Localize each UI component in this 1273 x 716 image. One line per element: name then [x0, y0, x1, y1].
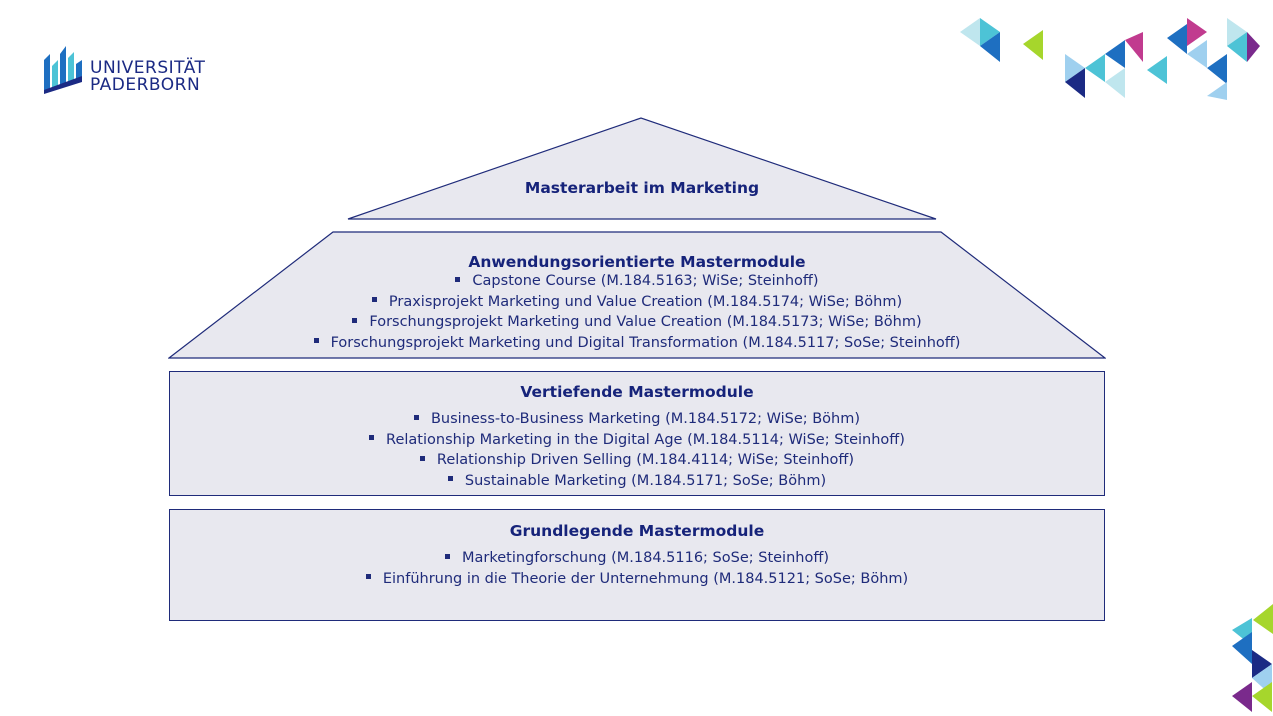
- pyramid-apex: [347, 117, 937, 220]
- logo-line2: PADERBORN: [90, 75, 201, 95]
- list-item: [168, 333, 1106, 354]
- list-item-text: Forschungsprojekt Marketing und Value Creation (M.184.5173; WiSe; Böhm): [369, 314, 922, 330]
- pyramid-advanced-level: [169, 371, 1105, 496]
- applied-title: Anwendungsorientierte Mastermodule: [468, 253, 806, 271]
- bullet-icon: [420, 456, 425, 461]
- bullet-icon: [352, 318, 357, 323]
- bullet-icon: [369, 435, 374, 440]
- apex-title: Masterarbeit im Marketing: [524, 179, 760, 197]
- list-item-text: Relationship Marketing in the Digital Age (M.184.5114; WiSe; Steinhoff): [386, 431, 905, 448]
- logo-line1: UNIVERSITÄT: [90, 58, 206, 78]
- list-item: [170, 409, 1104, 430]
- decorative-triangles-top: [955, 10, 1265, 105]
- list-item: [170, 430, 1104, 451]
- list-item: [170, 548, 1104, 569]
- bullet-icon: [372, 297, 377, 302]
- university-logo: [42, 42, 212, 96]
- bullet-icon: [445, 554, 450, 559]
- pyramid-basic-level: [169, 509, 1105, 621]
- list-item-text: Capstone Course (M.184.5163; WiSe; Steinhoff): [472, 273, 819, 289]
- basic-list: [170, 548, 1104, 589]
- list-item: [170, 471, 1104, 492]
- list-item: [170, 450, 1104, 471]
- bullet-icon: [314, 338, 319, 343]
- decorative-triangles-bottom: [1228, 600, 1273, 716]
- list-item-text: Forschungsprojekt Marketing und Digital Transformation (M.184.5117; SoSe; Steinhoff): [330, 334, 961, 351]
- advanced-list: [170, 409, 1104, 491]
- basic-title: Grundlegende Mastermodule: [509, 522, 765, 540]
- list-item: [170, 569, 1104, 590]
- list-item-text: Sustainable Marketing (M.184.5171; SoSe; Böhm): [464, 472, 827, 489]
- list-item-text: Business-to-Business Marketing (M.184.5172; WiSe; Böhm): [430, 411, 861, 427]
- list-item-text: Einführung in die Theorie der Unternehmung (M.184.5121; SoSe; Böhm): [382, 570, 909, 587]
- list-item-text: Praxisprojekt Marketing und Value Creation (M.184.5174; WiSe; Böhm): [388, 293, 903, 310]
- apex-triangle-shape: [347, 117, 937, 220]
- list-item: [168, 271, 1106, 292]
- bullet-icon: [414, 415, 419, 420]
- list-item-text: Relationship Driven Selling (M.184.4114; WiSe; Steinhoff): [436, 452, 855, 468]
- bullet-icon: [455, 277, 460, 282]
- bullet-icon: [448, 476, 453, 481]
- list-item: [168, 312, 1106, 333]
- pyramid-applied-level: [168, 231, 1106, 360]
- advanced-title: Vertiefende Mastermodule: [520, 383, 754, 401]
- list-item: [168, 292, 1106, 313]
- list-item-text: Marketingforschung (M.184.5116; SoSe; Steinhoff): [461, 550, 829, 566]
- applied-list: [168, 271, 1106, 353]
- bullet-icon: [366, 574, 371, 579]
- university-logo-icon: [42, 42, 86, 96]
